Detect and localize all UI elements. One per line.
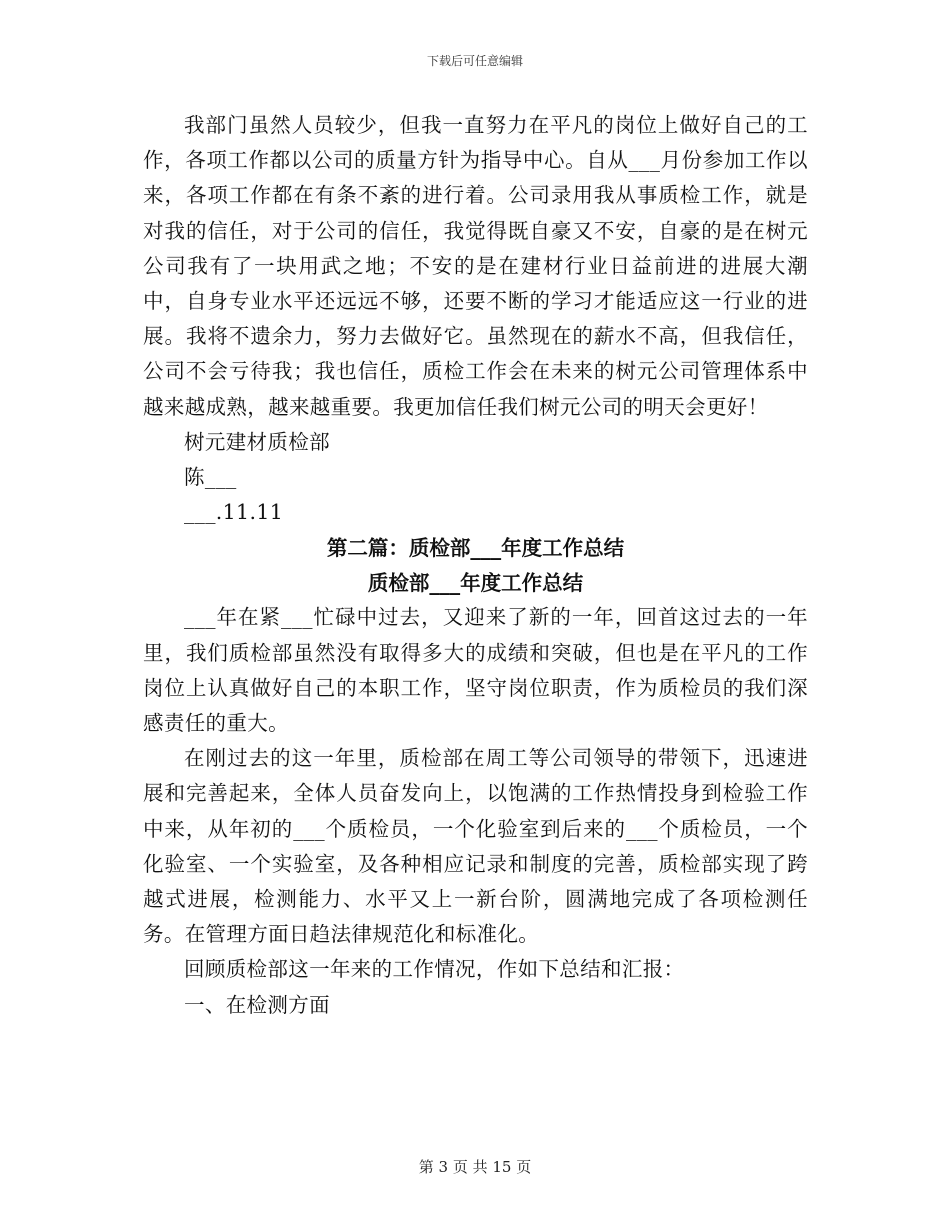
signature-date: ___.11.11 <box>184 500 284 525</box>
page-number: 第 3 页 共 15 页 <box>418 1158 532 1176</box>
section-heading: 第二篇：质检部___年度工作总结 <box>326 536 625 561</box>
paragraph-1: 我部门虽然人员较少，但我一直努力在平凡的岗位上做好自己的工作，各项工作都以公司的质量方针为指导中心。自从___月份参加工作以来，各项工作都在有条不紊的进行着。公司录用我从事质检工作，就是对我的信任，对于公司的信任，我觉得既自豪又不安，自豪的是在树元公司我有了一块用武之地；不安的是在建材行业日益前进的进展大潮中，自身专业水平还远远不够，还要不断的学习才能适应这一行业的进展。我将不遗余力，努力去做好它。虽然现在的薪水不高，但我信任，公司不会亏待我；我也信任，质检工作会在未来的树元公司管理体系中越来越成熟，越来越重要。我更加信任我们树元公司的明天会更好！ <box>143 113 808 419</box>
paragraph-5: 一、在检测方面 <box>184 992 330 1017</box>
document-body <box>143 108 808 1023</box>
paragraph-2: ___年在紧___忙碌中过去，又迎来了新的一年，回首这过去的一年里，我们质检部虽然没有取得多大的成绩和突破，但也是在平凡的工作岗位上认真做好自己的本职工作，坚守岗位职责，作为质检员的我们深感责任的重大。 <box>143 605 808 736</box>
signature-name: 陈___ <box>184 465 237 490</box>
header-note: 下载后可任意编辑 <box>426 54 523 68</box>
paragraph-4: 回顾质检部这一年来的工作情况，作如下总结和汇报： <box>184 957 685 982</box>
paragraph-3: 在刚过去的这一年里，质检部在周工等公司领导的带领下，迅速进展和完善起来，全体人员奋发向上，以饱满的工作热情投身到检验工作中来，从年初的___个质检员，一个化验室到后来的___个质检员，一个化验室、一个实验室，及各种相应记录和制度的完善，质检部实现了跨越式进展，检测能力、水平又上一新台阶，圆满地完成了各项检测任务。在管理方面日趋法律规范化和标准化。 <box>143 746 808 947</box>
section-subheading: 质检部___年度工作总结 <box>367 571 584 596</box>
signature-department: 树元建材质检部 <box>184 429 330 454</box>
